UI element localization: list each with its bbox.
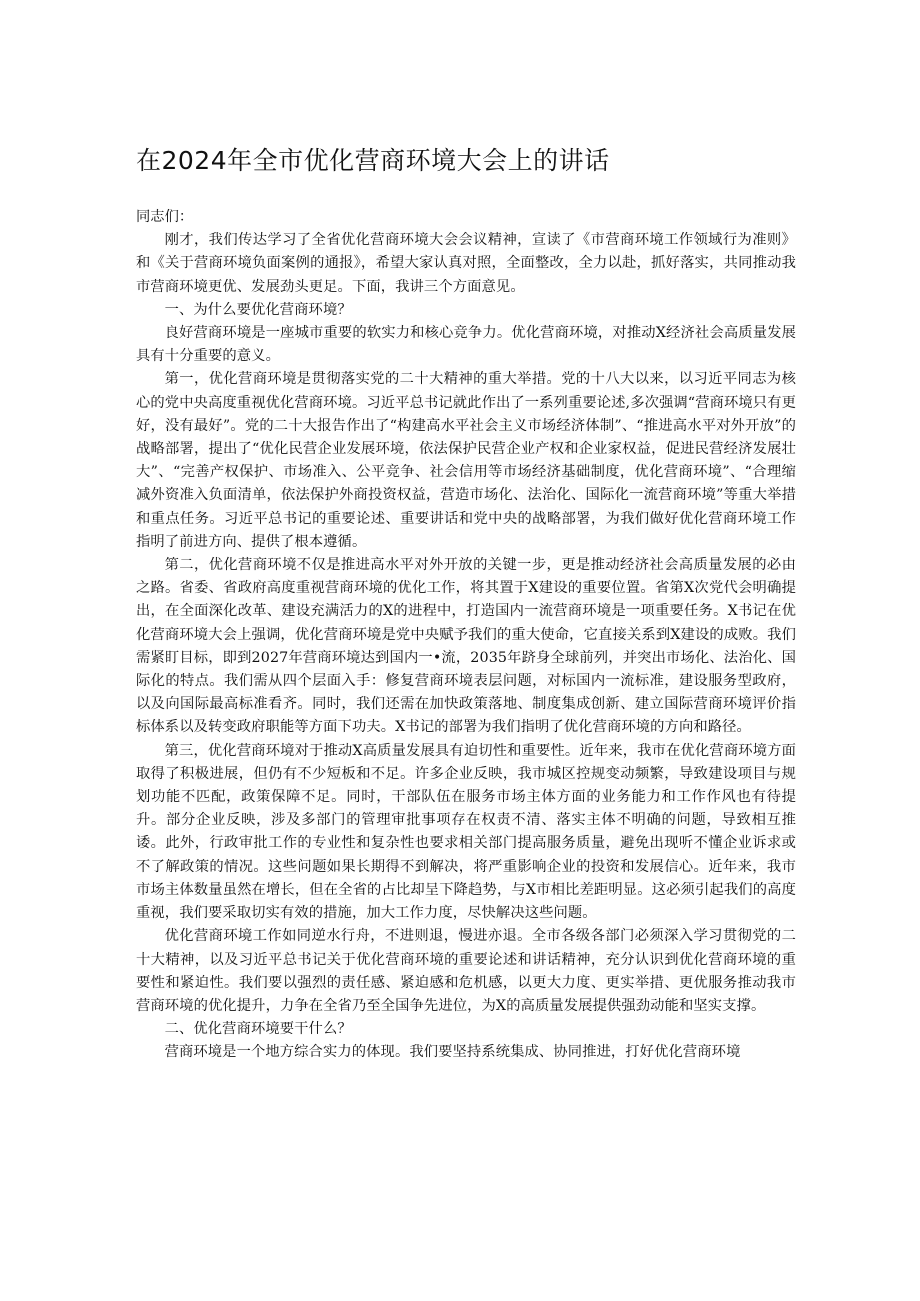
paragraph-intro-1: 良好营商环境是一座城市重要的软实力和核心竞争力。优化营商环境，对推动X经济社会高质量发展具有十分重要的意义。 [136, 325, 796, 365]
section-heading-2: 二、优化营商环境要干什么？ [164, 1021, 352, 1038]
section-heading-1: 一、为什么要优化营商环境？ [164, 301, 352, 318]
document-title: 在2024年全市优化营商环境大会上的讲话 [136, 146, 610, 175]
paragraph-point-3: 第三，优化营商环境对于推动X高质量发展具有迫切性和重要性。近年来，我市在优化营商环境方面取得了积极进展，但仍有不少短板和不足。许多企业反映，我市城区控规变动频繁，导致建设项目与规划功能不匹配，政策保障不足。同时，干部队伍在服务市场主体方面的业务能力和工作作风也有待提升。部分企业反映，涉及多部门的管理审批事项存在权责不清、落实主体不明确的问题，导致相互推诿。此外，行政审批工作的专业性和复杂性也要求相关部门提高服务质量，避免出现听不懂企业诉求或不了解政策的情况。这些问题如果长期得不到解决，将严重影响企业的投资和发展信心。近年来，我市市场主体数量虽然在增长，但在全省的占比却呈下降趋势，与X市相比差距明显。这必须引起我们的高度重视，我们要采取切实有效的措施，加大工作力度，尽快解决这些问题。 [136, 742, 796, 922]
paragraph-summary-1: 优化营商环境工作如同逆水行舟，不进则退，慢进亦退。全市各级各部门必须深入学习贯彻党的二十大精神，以及习近平总书记关于优化营商环境的重要论述和讲话精神，充分认识到优化营商环境的重要性和紧迫性。我们要以强烈的责任感、紧迫感和危机感，以更大力度、更实举措、更优服务推动我市营商环境的优化提升，力争在全省乃至全国争先进位，为X的高质量发展提供强劲动能和坚实支撑。 [136, 928, 796, 1014]
paragraph-point-2: 第二，优化营商环境不仅是推进高水平对外开放的关键一步，更是推动经济社会高质量发展的必由之路。省委、省政府高度重视营商环境的优化工作，将其置于X建设的重要位置。省第X次党代会明确提出，在全面深化改革、建设充满活力的X的进程中，打造国内一流营商环境是一项重要任务。X书记在优化营商环境大会上强调，优化营商环境是党中央赋予我们的重大使命，它直接关系到X建设的成败。我们需紧盯目标，即到2027年营商环境达到国内一•流，2035年跻身全球前列，并突出市场化、法治化、国际化的特点。我们需从四个层面入手：修复营商环境表层问题，对标国内一流标准，建设服务型政府，以及向国际最高标准看齐。同时，我们还需在加快政策落地、制度集成创新、建立国际营商环境评价指标体系以及转变政府职能等方面下功夫。X书记的部署为我们指明了优化营商环境的方向和路径。 [136, 557, 796, 736]
paragraph-point-1: 第一，优化营商环境是贯彻落实党的二十大精神的重大举措。党的十八大以来，以习近平同志为核心的党中央高度重视优化营商环境。习近平总书记就此作出了一系列重要论述,多次强调“营商环境只有更好，没有最好”。党的二十大报告作出了“构建高水平社会主义市场经济体制”、“推进高水平对外开放”的战略部署，提出了“优化民营企业发展环境，依法保护民营企业产权和企业家权益，促进民营经济发展壮大”、“完善产权保护、市场准入、公平竞争、社会信用等市场经济基础制度，优化营商环境”、“合理缩减外资准入负面清单，依法保护外商投资权益，营造市场化、法治化、国际化一流营商环境”等重大举措和重点任务。习近平总书记的重要论述、重要讲话和党中央的战略部署，为我们做好优化营商环境工作指明了前进方向、提供了根本遵循。 [136, 371, 796, 550]
paragraph-intro-2: 营商环境是一个地方综合实力的体现。我们要坚持系统集成、协同推进，打好优化营商环境 [164, 1044, 741, 1061]
paragraph-opening: 刚才，我们传达学习了全省优化营商环境大会会议精神，宣读了《市营商环境工作领域行为准则》和《关于营商环境负面案例的通报》，希望大家认真对照，全面整改，全力以赴，抓好落实，共同推动我市营商环境更优、发展劲头更足。下面，我讲三个方面意见。 [136, 232, 796, 295]
salutation: 同志们： [136, 209, 194, 225]
document-page [136, 144, 796, 1065]
